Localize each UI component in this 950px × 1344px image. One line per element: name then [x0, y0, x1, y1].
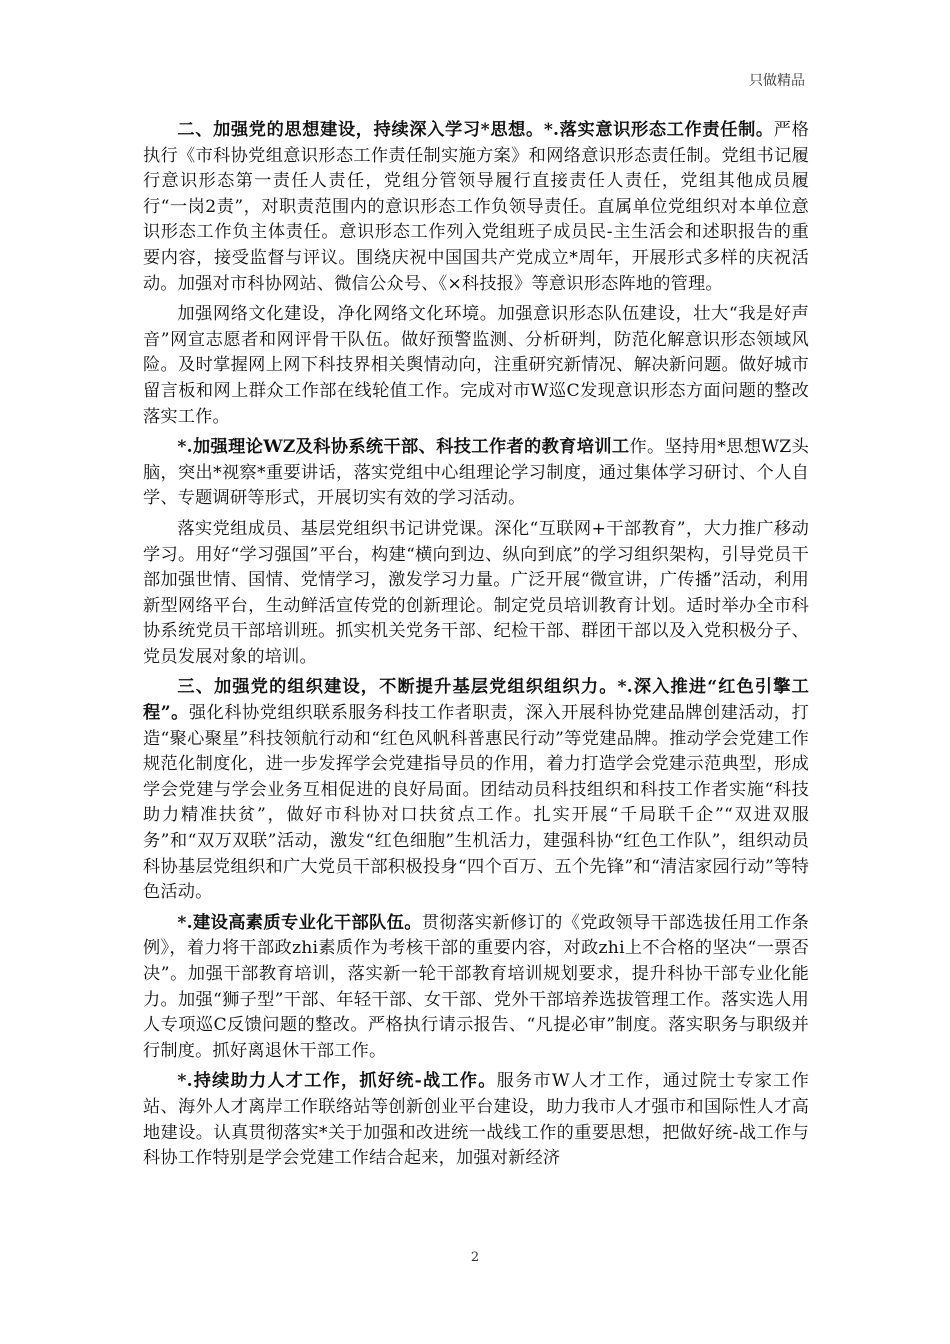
- paragraph-text: 强化科协党组织联系服务科技工作者职责，深入开展科协党建品牌创建活动，打造“聚心聚星”科技领航行动和“红色风帆科普惠民行动”等党建品牌。推动学会党建工作规范化制度化，进一步发挥学会党建指导员的作用，着力打造学会党建示范典型，形成学会党建与学会业务互相促进的良好局面。团结动员科技组织和科技工作者实施“科技助力精准扶贫”，做好市科协对口扶贫点工作。扎实开展“千局联千企”“双进双服务”和“双万双联”活动，激发“红色细胞”生机活力，建强科协“红色工作队”，组织动员科协基层党组织和广大党员干部积极投身“四个百万、五个先锋”和“清洁家园行动”等特色活动。: [143, 703, 809, 903]
- paragraph-text: 加强网络文化建设，净化网络文化环境。加强意识形态队伍建设，壮大“我是好声音”网宣志愿者和网评骨干队伍。做好预警监测、分析研判，防范化解意识形态领域风险。及时掌握网上网下科技界相关舆情动向，注重研究新情况、解决新问题。做好城市留言板和网上群众工作部在线轮值工作。完成对市W巡C发现意识形态方面问题的整改落实工作。: [143, 304, 809, 427]
- header-tag: 只做精品: [749, 73, 805, 89]
- paragraph-heading: *.建设高素质专业化干部队伍。: [177, 912, 422, 933]
- paragraph-2: [143, 302, 809, 430]
- paragraph-text: 贯彻落实新修订的《党政领导干部选拔任用工作条例》，着力将干部政zhi素质作为考核干部的重要内容，对政zhi上不合格的坚决“一票否决”。加强干部教育培训，落实新一轮干部教育培训规划要求，提升科协干部专业化能力。加强“狮子型”干部、年轻干部、女干部、党外干部培养选拔管理工作。落实选人用人专项巡C反馈问题的整改。严格执行请示报告、“凡提必审”制度。落实职务与职级并行制度。抓好离退休干部工作。: [143, 912, 809, 1061]
- paragraph-text: 严格执行《市科协党组意识形态工作责任制实施方案》和网络意识形态责任制。党组书记履行意识形态第一责任人责任，党组分管领导履行直接责任人责任，党组其他成员履行“一岗2责”，对职责范围内的意识形态工作负领导责任。直属单位党组织对本单位意识形态工作负主体责任。意识形态工作列入党组班子成员民-主生活会和述职报告的重要内容，接受监督与评议。围绕庆祝中国国共产党成立*周年，开展形式多样的庆祝活动。加强对市科协网站、微信公众号、《×科技报》等意识形态阵地的管理。: [143, 120, 809, 294]
- paragraph-text: 落实党组成员、基层党组织书记讲党课。深化“互联网+干部教育”，大力推广移动学习。用好“学习强国”平台，构建“横向到边、纵向到底”的学习组织架构，引导党员干部加强世情、国情、党情学习，激发学习力量。广泛开展“微宣讲，广传播”活动，利用新型网络平台，生动鲜活宣传党的创新理论。制定党员培训教育计划。适时举办全市科协系统党员干部培训班。抓实机关党务干部、纪检干部、群团干部以及入党积极分子、党员发展对象的培训。: [143, 518, 809, 667]
- paragraph-6: [143, 911, 809, 1065]
- paragraph-text: 作。坚持用*思想WZ头脑，突出*视察*重要讲话，落实党组中心组理论学习制度，通过集体学习研讨、个人自学、专题调研等形式，开展切实有效的学习活动。: [143, 437, 809, 509]
- paragraph-1: [143, 118, 809, 297]
- paragraph-heading: 三、加强党的组织建设，不断提升基层党组织组织力。*.深入推进“红色引擎工程”。: [143, 677, 809, 724]
- paragraph-text: 服务市W人才工作，通过院士专家工作站、海外人才离岸工作联络站等创新创业平台建设，助力我市人才强市和国际性人才高地建设。认真贯彻落实*关于加强和改进统一战线工作的重要思想，把做好统-战工作与科协工作特别是学会党建工作结合起来，加强对新经济: [143, 1071, 809, 1169]
- paragraph-heading: 二、加强党的思想建设，持续深入学习*思想。*.落实意识形态工作责任制。: [177, 120, 774, 140]
- page-number: 2: [470, 1250, 480, 1265]
- paragraph-7: [143, 1069, 809, 1171]
- paragraph-heading: *.持续助力人才工作，抓好统-战工作。: [177, 1071, 497, 1092]
- document-body: [143, 118, 809, 1177]
- paragraph-heading: *.加强理论WZ及科协系统干部、科技工作者的教育培训工: [177, 437, 630, 458]
- paragraph-4: [143, 517, 809, 671]
- paragraph-3: [143, 435, 809, 512]
- paragraph-5: [143, 675, 809, 905]
